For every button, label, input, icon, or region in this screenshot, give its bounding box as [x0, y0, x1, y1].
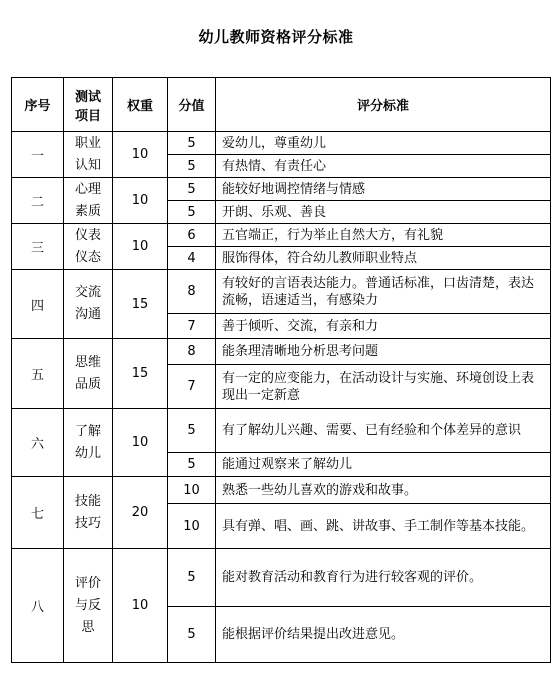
- scoring-table: [11, 77, 551, 663]
- row-weight: 10: [113, 224, 168, 270]
- row-item: [64, 339, 113, 409]
- table-row: [12, 339, 551, 365]
- sub-score: 7: [168, 365, 216, 409]
- header-item: [64, 78, 113, 132]
- sub-criteria: 有较好的言语表达能力。普通话标准，口齿清楚，表达流畅，语速适当，有感染力: [216, 270, 551, 314]
- row-item-line2: 仪态: [74, 249, 101, 265]
- table-row: [12, 178, 551, 201]
- row-weight: 15: [113, 339, 168, 409]
- row-weight: 10: [113, 409, 168, 477]
- sub-criteria: 开朗、乐观、善良: [216, 201, 551, 224]
- row-item-line1: 思维: [74, 354, 101, 370]
- header-index: 序号: [12, 78, 64, 132]
- row-index: 一: [12, 132, 64, 178]
- row-item-line3: 思: [81, 619, 95, 635]
- table-row: [12, 409, 551, 453]
- sub-score: 5: [168, 155, 216, 178]
- sub-criteria: 五官端正，行为举止自然大方，有礼貌: [216, 224, 551, 247]
- sub-score: 8: [168, 339, 216, 365]
- row-weight: 15: [113, 270, 168, 339]
- row-item: [64, 477, 113, 549]
- table-row: [12, 549, 551, 607]
- row-item-line2: 品质: [74, 376, 101, 392]
- sub-score: 5: [168, 178, 216, 201]
- sub-criteria: 有热情、有责任心: [216, 155, 551, 178]
- row-item-line2: 与反: [74, 597, 101, 613]
- row-index: 四: [12, 270, 64, 339]
- row-item-line1: 职业: [74, 135, 101, 151]
- sub-score: 6: [168, 224, 216, 247]
- header-item-line1: 测试: [74, 89, 101, 105]
- sub-criteria: 能根据评价结果提出改进意见。: [216, 607, 551, 663]
- row-item: [64, 132, 113, 178]
- sub-score: 5: [168, 409, 216, 453]
- row-item-line1: 交流: [74, 285, 101, 300]
- sub-criteria: 有了解幼儿兴趣、需要、已有经验和个体差异的意识: [216, 409, 551, 453]
- sub-score: 4: [168, 247, 216, 270]
- row-item-line2: 认知: [74, 157, 101, 173]
- row-item-line2: 幼儿: [74, 445, 101, 461]
- row-item-line1: 仪表: [74, 227, 101, 243]
- sub-score: 5: [168, 453, 216, 477]
- sub-score: 10: [168, 504, 216, 549]
- row-weight: 10: [113, 549, 168, 663]
- header-weight: 权重: [113, 78, 168, 132]
- row-weight: 10: [113, 178, 168, 224]
- sub-score: 8: [168, 270, 216, 314]
- table-row: [12, 270, 551, 314]
- page-title: 幼儿教师资格评分标准: [198, 28, 354, 46]
- row-item-line2: 技巧: [74, 515, 101, 531]
- row-item-line1: 技能: [74, 493, 101, 509]
- sub-criteria: 熟悉一些幼儿喜欢的游戏和故事。: [216, 477, 551, 504]
- row-weight: 10: [113, 132, 168, 178]
- table-row: [12, 224, 551, 247]
- row-item-line2: 沟通: [74, 307, 101, 322]
- row-item: [64, 409, 113, 477]
- row-index: 二: [12, 178, 64, 224]
- row-index: 七: [12, 477, 64, 549]
- row-item-line2: 素质: [74, 203, 101, 219]
- sub-criteria: 具有弹、唱、画、跳、讲故事、手工制作等基本技能。: [216, 504, 551, 549]
- table-row: [12, 132, 551, 155]
- row-item: [64, 178, 113, 224]
- sub-criteria: 爱幼儿，尊重幼儿: [216, 132, 551, 155]
- sub-criteria: 有一定的应变能力，在活动设计与实施、环境创设上表现出一定新意: [216, 365, 551, 409]
- row-item-line1: 心理: [74, 181, 101, 197]
- row-item: [64, 549, 113, 663]
- header-criteria: 评分标准: [216, 78, 551, 132]
- row-index: 六: [12, 409, 64, 477]
- sub-criteria: 能较好地调控情绪与情感: [216, 178, 551, 201]
- row-item-line1: 了解: [74, 423, 101, 439]
- row-index: 五: [12, 339, 64, 409]
- row-item: [64, 224, 113, 270]
- sub-score: 10: [168, 477, 216, 504]
- sub-score: 5: [168, 132, 216, 155]
- row-weight: 20: [113, 477, 168, 549]
- sub-score: 7: [168, 314, 216, 339]
- row-index: 八: [12, 549, 64, 663]
- sub-criteria: 能通过观察来了解幼儿: [216, 453, 551, 477]
- sub-criteria: 服饰得体，符合幼儿教师职业特点: [216, 247, 551, 270]
- sub-criteria: 能条理清晰地分析思考问题: [216, 339, 551, 365]
- row-index: 三: [12, 224, 64, 270]
- sub-score: 5: [168, 549, 216, 607]
- header-score: 分值: [168, 78, 216, 132]
- table-row: [12, 477, 551, 504]
- header-row: [12, 78, 551, 132]
- sub-score: 5: [168, 201, 216, 224]
- sub-criteria: 善于倾听、交流，有亲和力: [216, 314, 551, 339]
- sub-criteria: 能对教育活动和教育行为进行较客观的评价。: [216, 549, 551, 607]
- sub-score: 5: [168, 607, 216, 663]
- header-item-line2: 项目: [74, 108, 101, 124]
- row-item: [64, 270, 113, 339]
- row-item-line1: 评价: [74, 575, 101, 591]
